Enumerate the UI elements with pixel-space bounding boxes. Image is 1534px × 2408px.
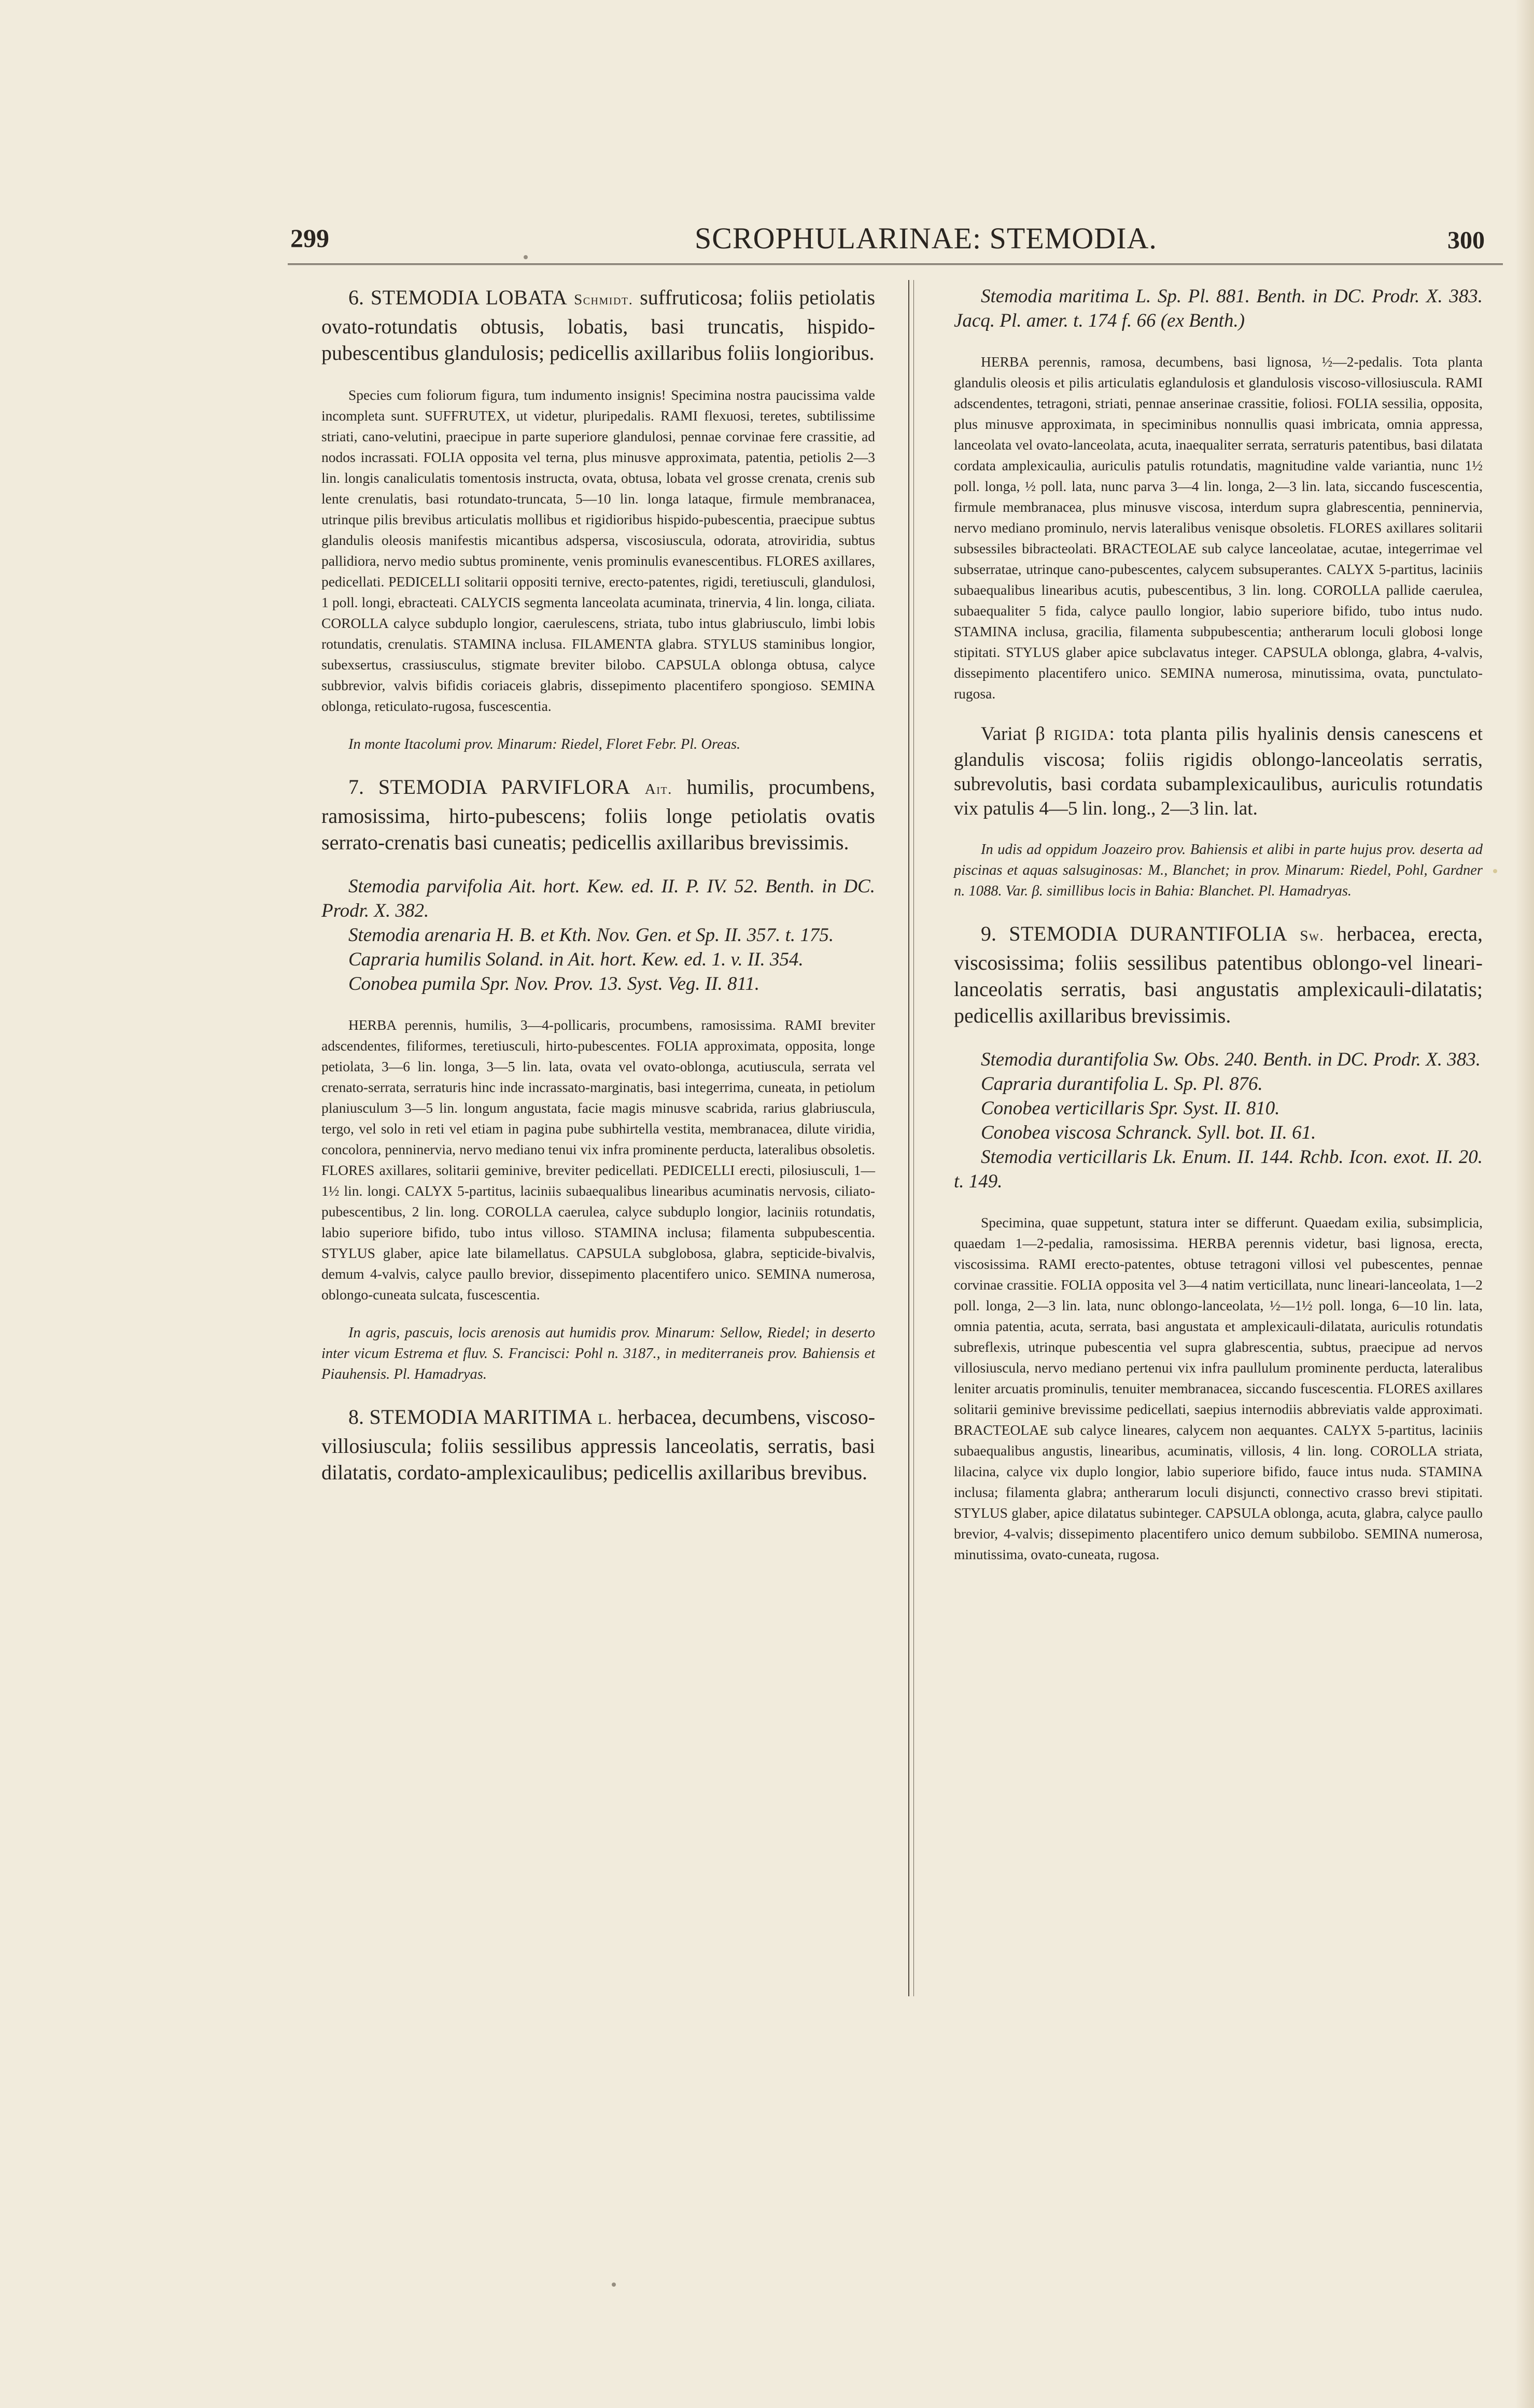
species-8-description: HERBA perennis, ramosa, decumbens, basi lignosa, ½—2-pedalis. Tota planta glandulis oleosis et pilis articulatis eglandulosis et glandulosis viscoso-villosiuscula. RAMI adscendentes, tetragoni, striati, pennae anserinae crassitie, foliosi. FOLIA sessilia, opposita, plus minusve approximata, in speciminibus nonnullis quasi imbricata, omnia appressa, lanceolata vel ovato-lanceolata, acuta, inaequaliter serrata, serraturis patentibus, basi dilatata cordata amplexicaulia, auriculis patulis rotundatis, magnitudine valde variantia, nunc 1½ poll. longa, ½ poll. lata, nunc parva 3—4 lin. longa, 2—3 lin. lata, siccando fuscescentia, firmule membranacea, plus minusve viscosa, interdum supra glabrescentia, penninervia, nervo mediano prominulo, nervis lateralibus venisque obsoletis. FLORES axillares solitarii subsessiles bibracteolati. BRACTEOLAE sub calyce lanceolatae, acutae, integerrimae vel subserratae, utrinque cano-pubescentes, calycem subsuperantes. CALYX 5-partitus, laciniis subaequalibus linearibus acutis, pubescentibus, 3 lin. long. COROLLA pallide caerulea, subaequaliter 5 fida, calyce paullo longior, labio superiore bifido, tubo intus nudo. STAMINA inclusa, gracilia, filamenta subpubescentia; antherarum loculi globosi longe stipitati. STYLUS glaber apice subclavatus integer. CAPSULA oblonga, glabra, 4-valvis, dissepimento placentifero unico. SEMINA numerosa, minutissima, ovata, punctulato-rugosa. [954, 354, 1483, 702]
synonym: Stemodia arenaria H. B. et Kth. Nov. Gen. et Sp. II. 357. t. 175. [348, 925, 834, 946]
species-name: STEMODIA DURANTIFOLIA [1009, 922, 1288, 945]
species-9-description: Specimina, quae suppetunt, statura inter se differunt. Quaedam exilia, subsimplicia, quaedam 1—2-pedalia, ramosissima. HERBA perennis videtur, basi lignosa, erecta, viscosissima. RAMI erecto-patentes, obtuse tetragoni villosi vel pubescentes, pennae corvinae crassitie. FOLIA opposita vel 3—4 natim verticillata, nunc lineari-lanceolata, 1—2 poll. longa, 2—3 lin. lata, nunc oblongo-lanceolata, ½—1½ poll. longa, 6—10 lin. lata, omnia patentia, acuta, serrata, basi angustata et amplexicauli-dilatata, auriculis rotundatis subreflexis, utrinque pubescentia vel supra glabrescentia, subtus, praecipue ad nervos villosiuscula, nervo mediano pertenui vix infra paullulum prominente perducta, lateralibus leniter arcuatis prominulis, tenuiter membranacea, siccando fuscescentia. FLORES axillares solitarii geminive brevissime pedicellati, saepius internodiis abbreviatis valde approximati. BRACTEOLAE sub calyce lineares, calycem non aequantes. CALYX 5-partitus, laciniis subaequalibus angustis, linearibus, acuminatis, villosis, 4 lin. long. COROLLA striata, lilacina, calyce vix duplo longior, labio superiore bifido, fauce intus nuda. STAMINA inclusa; filamenta glabra; antherarum loculi disjuncti, connectivo crasso brevi stipitati. STYLUS glaber, apice dilatatus subinteger. CAPSULA oblonga, acuta, glabra, calyce paullo brevior, 4-valvis; dissepimento placentifero unico demum subbilobo. SEMINA numerosa, minutissima, ovato-cuneata, rugosa. [954, 1214, 1483, 1562]
species-author: L. [598, 1411, 613, 1427]
species-8-variety [954, 722, 1483, 821]
species-name: STEMODIA MARITIMA [369, 1405, 593, 1429]
diagnosis-text: herbacea, erecta, viscosissima; foliis sessilibus patentibus oblongo-vel lineari-lanceolatis serratis, basi angustatis amplexicauli-dilatatis; pedicellis axillaribus brevissimis. [954, 922, 1483, 1027]
variety-text: : tota planta pilis hyalinis densis canescens et glandulis viscosa; foliis rigidis oblongo-lanceolatis serratis, subrevolutis, basi cordata subamplexicaulibus, auriculis rotundatis vix patulis 4—5 lin. long., 2—3 lin. lat. [954, 723, 1483, 819]
page-number-right: 300 [1447, 227, 1485, 254]
species-author: Sw. [1300, 928, 1325, 944]
running-head [0, 218, 1534, 280]
print-speck [612, 2283, 616, 2287]
species-author: Ait. [644, 781, 672, 797]
species-7-synonyms [321, 874, 875, 996]
diagnosis-text: humilis, procumbens, ramosissima, hirto-pubescens; foliis longe petiolatis ovatis serrato-crenatis basi cuneatis; pedicellis axillaribus brevissimis. [321, 775, 876, 854]
species-7-diagnosis [321, 774, 875, 856]
right-column [954, 284, 1483, 1583]
header-rule [288, 263, 1503, 267]
synonym: Conobea verticillaris Spr. Syst. II. 810. [981, 1098, 1280, 1119]
species-9-synonyms [954, 1047, 1483, 1194]
page-title: SCROPHULARINAE: STEMODIA. [695, 221, 1157, 255]
species-name: STEMODIA PARVIFLORA [378, 775, 630, 799]
synonym: Capraria humilis Soland. in Ait. hort. Kew. ed. 1. v. II. 354. [348, 949, 804, 970]
synonym: Capraria durantifolia L. Sp. Pl. 876. [981, 1073, 1263, 1095]
species-number: 7. [348, 775, 364, 799]
species-author: Schmidt. [574, 291, 634, 308]
synonym: Conobea pumila Spr. Nov. Prov. 13. Syst. Veg. II. 811. [348, 973, 760, 995]
species-6-description: Species cum foliorum figura, tum indumento insignis! Specimina nostra paucissima valde incompleta sunt. SUFFRUTEX, ut videtur, pluripedalis. RAMI flexuosi, teretes, subtilissime striati, cano-velutini, praecipue in parte superiore glandulosi, pennae corvinae fere crassitie, ad nodos incrassati. FOLIA opposita vel terna, plus minusve approximata, patentia, petiolis 2—3 lin. longis canaliculatis tomentosis instructa, ovata, obtusa, lobata vel grosse crenata, crenis sub lente crenulatis, basi rotundato-truncata, 5—10 lin. longa lataque, firmule membranacea, utrinque pilis brevibus articulatis mollibus et rigidioribus hispido-pubescentia, praecipue subtus glandulis oleosis manifestis micantibus adspersa, viscosiuscula, odorata, atroviridia, subtus pallidiora, nervo medio subtus prominente, venis prominulis evanescentibus. FLORES axillares, pedicellati. PEDICELLI solitarii oppositi ternive, erecto-patentes, rigidi, teretiusculi, glandulosi, 1 poll. longi, ebracteati. CALYCIS segmenta lanceolata acuminata, trinervia, 4 lin. longa, ciliata. COROLLA calyce subduplo longior, caerulescens, striata, tubo intus glabriusculo, limbi lobis rotundatis, crenulatis. STAMINA inclusa. FILAMENTA glabra. STYLUS staminibus longior, subexsertus, crassiusculus, stigmate breviter bilobo. CAPSULA oblonga obtusa, calyce subbrevior, valvis bifidis coriaceis glabris, dissepimento placentifero spongioso. SEMINA oblonga, reticulato-rugosa, fuscescentia. [321, 387, 875, 714]
species-9-diagnosis [954, 920, 1483, 1029]
diagnosis-text: suffruticosa; foliis petiolatis ovato-rotundatis obtusis, lobatis, basi truncatis, hispido-pubescentibus glandulosis; pedicellis axillaribus foliis longioribus. [321, 286, 876, 365]
species-7-locality: In agris, pascuis, locis arenosis aut humidis prov. Minarum: Sellow, Riedel; in deserto inter vicum Estrema et fluv. S. Francisci: Pohl n. 3187., in mediterraneis prov. Bahiensis et Piauhensis. Pl. Hamadryas. [321, 1325, 875, 1382]
diagnosis-text: herbacea, decumbens, viscoso-villosiuscula; foliis sessilibus appressis lanceolatis, serratis, basi dilatatis, cordato-amplexicaulibus; pedicellis axillaribus brevibus. [321, 1405, 876, 1484]
variety-label: Variat β [981, 723, 1045, 745]
print-speck [1493, 869, 1497, 873]
synonym: Stemodia durantifolia Sw. Obs. 240. Benth. in DC. Prodr. X. 383. [981, 1049, 1481, 1070]
print-speck [524, 255, 528, 259]
species-number: 8. [348, 1405, 364, 1429]
species-7-description: HERBA perennis, humilis, 3—4-pollicaris, procumbens, ramosissima. RAMI breviter adscendentes, filiformes, teretiusculi, hirto-pubescentes. FOLIA approximata, opposita, longe petiolata, 3—6 lin. longa, 3—5 lin. lata, ovata vel ovato-oblonga, acutiuscula, serrata vel crenato-serrata, serraturis hinc inde incrassato-marginatis, basi integerrima, cuneata, in petiolum planiusculum 3—5 lin. longum angustata, facie magis minusve scabrida, rarius glabriuscula, tergo, vel solo in reti vel etiam in pagina pube subhirtella vestita, membranacea, dilute viridia, concolora, penninervia, nervo mediano tenui vix infra prominente perducta, lateralibus obsoletis. FLORES axillares, solitarii geminive, breviter pedicellati. PEDICELLI erecti, pilosiusculi, 1—1½ lin. longi. CALYX 5-partitus, laciniis subaequalibus linearibus acuminatis nervosis, ciliato-pubescentibus, 2 lin. long. COROLLA caerulea, calyce subduplo longior, laciniis rotundatis, labio superiore bifido, tubo intus villoso. STAMINA inclusa; filamenta subpubescentia. STYLUS glaber, apice late bilamellatus. CAPSULA subglobosa, glabra, septicide-bivalvis, demum 4-valvis, calyce paullo brevior, dissepimento placentifero unico. SEMINA numerosa, oblongo-cuneata sulcata, fuscescentia. [321, 1017, 875, 1303]
synonym: Stemodia parvifolia Ait. hort. Kew. ed. II. P. IV. 52. Benth. in DC. Prodr. X. 382. [321, 876, 875, 921]
species-8-diagnosis [321, 1404, 875, 1486]
species-8-locality: In udis ad oppidum Joazeiro prov. Bahiensis et alibi in parte hujus prov. deserta ad piscinas et aquas salsuginosas: M., Blanchet; in prov. Minarum: Riedel, Pohl, Gardner n. 1088. Var. β. simillibus locis in Bahia: Blanchet. Pl. Hamadryas. [954, 842, 1483, 899]
species-number: 9. [981, 922, 996, 945]
variety-name: RIGIDA [1053, 727, 1109, 744]
synonym: Stemodia verticillaris Lk. Enum. II. 144. Rchb. Icon. exot. II. 20. t. 149. [954, 1146, 1483, 1192]
species-number: 6. [348, 286, 364, 309]
species-6-diagnosis [321, 284, 875, 366]
species-name: STEMODIA LOBATA [370, 286, 568, 309]
species-6-locality: In monte Itacolumi prov. Minarum: Riedel, Floret Febr. Pl. Oreas. [348, 736, 741, 752]
column-divider [908, 280, 909, 1996]
page-edge [1515, 0, 1534, 2408]
left-column [321, 284, 875, 1504]
page-number-left: 299 [290, 223, 329, 253]
synonym: Conobea viscosa Schranck. Syll. bot. II. 61. [981, 1122, 1316, 1143]
column-divider-inner [913, 280, 914, 1996]
species-8-synonym: Stemodia maritima L. Sp. Pl. 881. Benth. in DC. Prodr. X. 383. Jacq. Pl. amer. t. 174 f. 66 (ex Benth.) [954, 286, 1483, 331]
